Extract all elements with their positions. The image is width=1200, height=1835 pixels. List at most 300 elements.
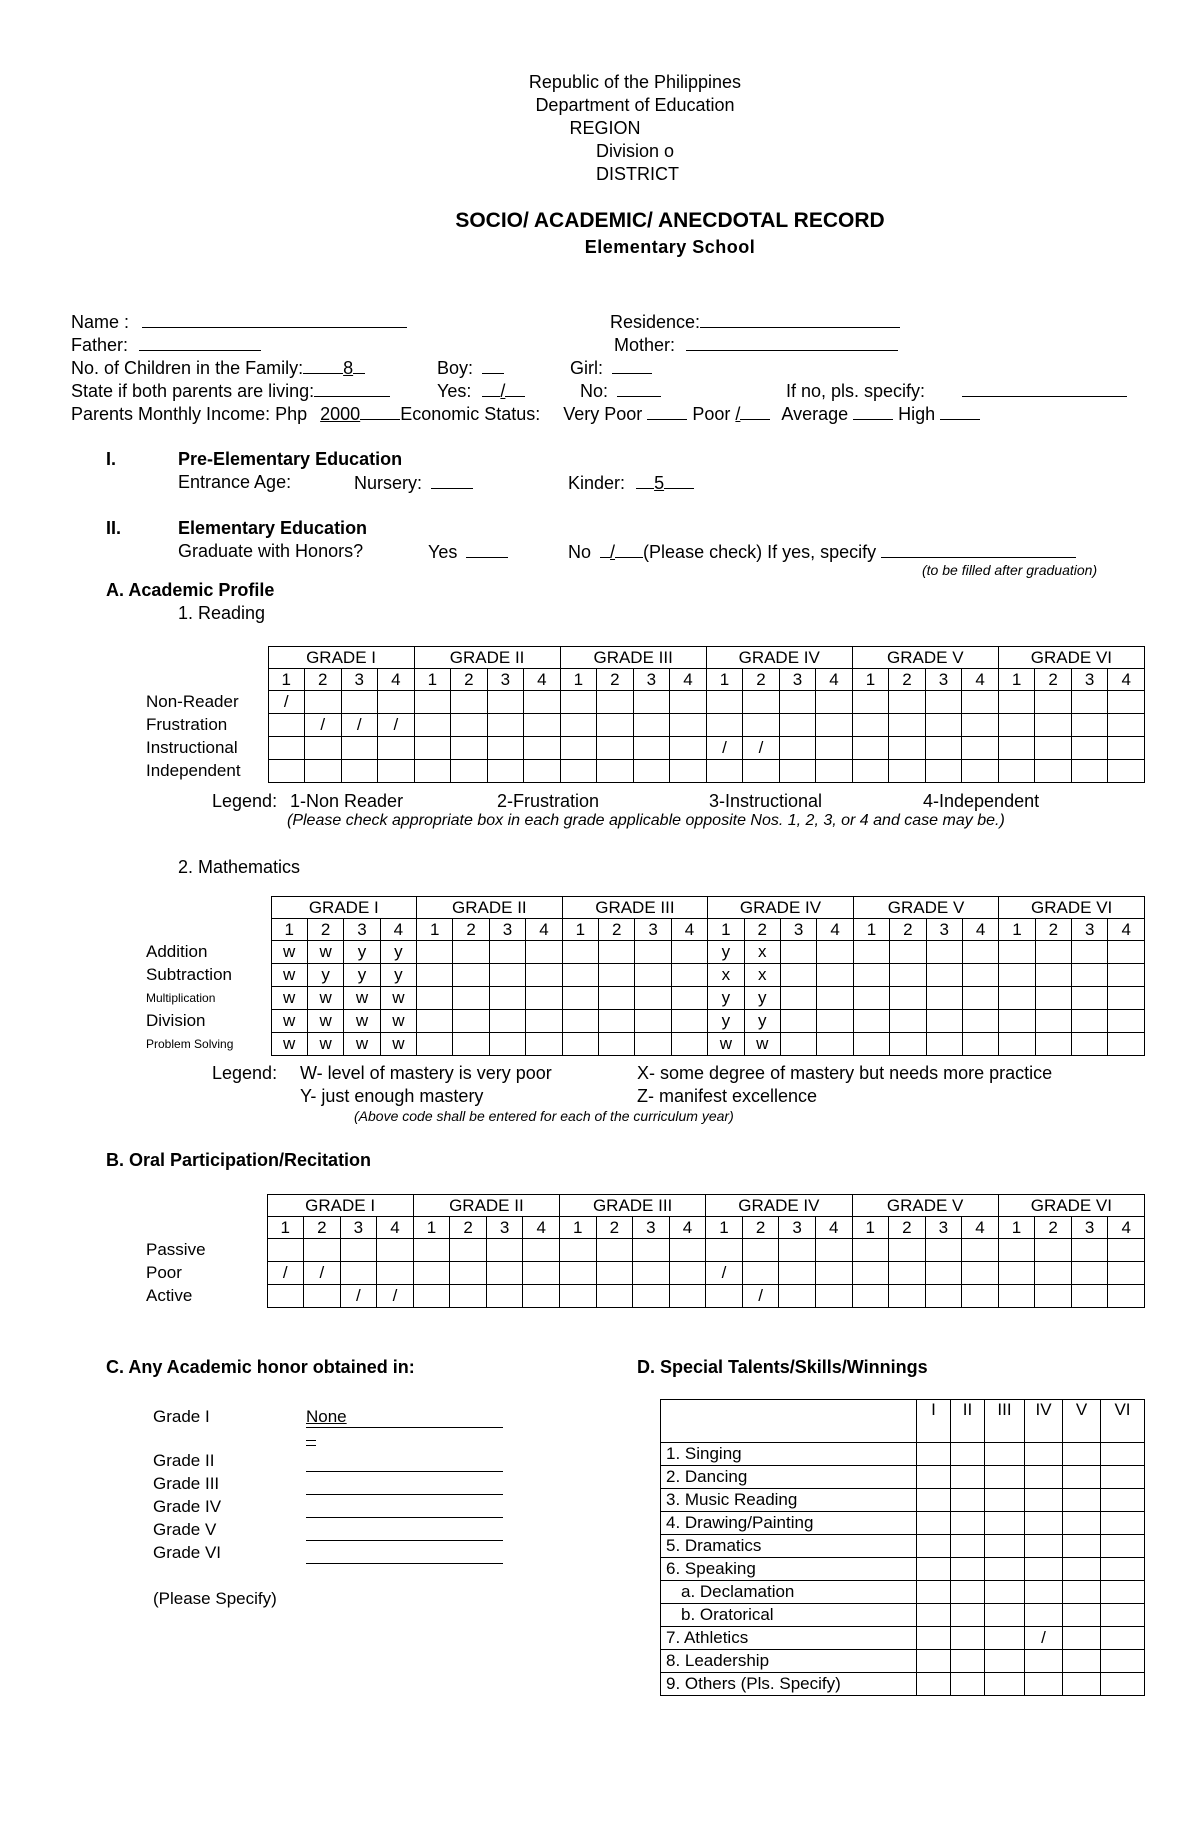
reading-cell[interactable] — [414, 760, 451, 783]
oral-cell[interactable]: / — [304, 1262, 341, 1285]
math-cell[interactable] — [526, 941, 562, 964]
math-cell[interactable]: w — [307, 1033, 343, 1056]
oral-cell[interactable] — [1071, 1262, 1108, 1285]
math-cell[interactable]: w — [708, 1033, 744, 1056]
math-cell[interactable]: y — [708, 941, 744, 964]
reading-cell[interactable] — [341, 737, 378, 760]
talent-cell[interactable] — [985, 1466, 1025, 1489]
math-cell[interactable]: x — [708, 964, 744, 987]
math-cell[interactable] — [890, 941, 926, 964]
reading-cell[interactable] — [560, 760, 597, 783]
talent-cell[interactable] — [951, 1535, 985, 1558]
math-cell[interactable] — [1108, 941, 1145, 964]
talent-cell[interactable] — [1101, 1466, 1145, 1489]
oral-cell[interactable] — [450, 1285, 487, 1308]
reading-cell[interactable]: / — [743, 737, 780, 760]
reading-cell[interactable] — [487, 691, 524, 714]
reading-cell[interactable] — [670, 691, 707, 714]
math-cell[interactable]: w — [271, 1010, 307, 1033]
math-cell[interactable] — [453, 941, 489, 964]
oral-cell[interactable]: / — [742, 1285, 779, 1308]
reading-cell[interactable] — [1071, 691, 1108, 714]
nursery-field[interactable] — [354, 472, 473, 494]
honor-grade-blank[interactable] — [306, 1520, 503, 1541]
honor-grade-blank[interactable] — [306, 1497, 503, 1518]
reading-cell[interactable] — [998, 737, 1035, 760]
reading-cell[interactable] — [706, 714, 743, 737]
talent-cell[interactable] — [985, 1604, 1025, 1627]
math-cell[interactable] — [562, 941, 598, 964]
income-field[interactable] — [71, 403, 980, 425]
reading-cell[interactable]: / — [305, 714, 342, 737]
oral-cell[interactable] — [925, 1239, 962, 1262]
talent-cell[interactable] — [917, 1512, 951, 1535]
talent-cell[interactable] — [1025, 1535, 1063, 1558]
math-cell[interactable] — [1108, 1010, 1145, 1033]
math-cell[interactable] — [890, 964, 926, 987]
reading-cell[interactable] — [852, 760, 889, 783]
oral-cell[interactable] — [815, 1239, 852, 1262]
reading-cell[interactable] — [524, 737, 561, 760]
math-cell[interactable] — [599, 964, 635, 987]
math-cell[interactable]: w — [307, 941, 343, 964]
math-cell[interactable] — [562, 1033, 598, 1056]
math-cell[interactable]: w — [380, 987, 416, 1010]
math-cell[interactable] — [853, 1033, 889, 1056]
reading-cell[interactable] — [597, 737, 634, 760]
residence-blank[interactable] — [700, 311, 900, 328]
math-cell[interactable]: y — [380, 964, 416, 987]
oral-cell[interactable] — [560, 1239, 597, 1262]
oral-cell[interactable] — [486, 1262, 523, 1285]
oral-cell[interactable] — [706, 1285, 743, 1308]
oral-cell[interactable] — [596, 1285, 633, 1308]
talent-cell[interactable] — [917, 1581, 951, 1604]
oral-cell[interactable] — [925, 1262, 962, 1285]
oral-cell[interactable] — [1035, 1285, 1072, 1308]
talent-cell[interactable] — [985, 1535, 1025, 1558]
math-cell[interactable] — [780, 1033, 816, 1056]
reading-cell[interactable] — [1035, 760, 1072, 783]
oral-cell[interactable] — [413, 1285, 450, 1308]
math-cell[interactable]: x — [744, 941, 780, 964]
oral-cell[interactable] — [413, 1239, 450, 1262]
oral-cell[interactable] — [304, 1239, 341, 1262]
math-cell[interactable] — [926, 941, 962, 964]
reading-cell[interactable] — [889, 714, 926, 737]
math-cell[interactable]: w — [271, 1033, 307, 1056]
reading-cell[interactable] — [852, 691, 889, 714]
math-cell[interactable] — [417, 1033, 453, 1056]
talent-cell[interactable] — [1101, 1535, 1145, 1558]
honor-grade-blank[interactable] — [306, 1543, 503, 1564]
reading-cell[interactable] — [1071, 760, 1108, 783]
math-cell[interactable] — [853, 941, 889, 964]
math-cell[interactable] — [417, 1010, 453, 1033]
math-cell[interactable] — [999, 964, 1035, 987]
math-cell[interactable] — [999, 987, 1035, 1010]
math-cell[interactable] — [817, 964, 853, 987]
reading-cell[interactable] — [487, 760, 524, 783]
reading-cell[interactable] — [779, 691, 816, 714]
math-cell[interactable] — [1108, 987, 1145, 1010]
math-cell[interactable] — [453, 987, 489, 1010]
math-cell[interactable]: y — [344, 964, 380, 987]
math-cell[interactable] — [962, 1033, 998, 1056]
name-field[interactable] — [71, 311, 407, 333]
talent-cell[interactable] — [1063, 1581, 1101, 1604]
oral-cell[interactable] — [962, 1285, 999, 1308]
talent-cell[interactable] — [1025, 1558, 1063, 1581]
oral-cell[interactable] — [852, 1262, 889, 1285]
reading-cell[interactable] — [889, 691, 926, 714]
reading-cell[interactable] — [1108, 691, 1145, 714]
math-cell[interactable] — [999, 1033, 1035, 1056]
math-cell[interactable] — [1072, 941, 1108, 964]
talent-cell[interactable] — [1101, 1627, 1145, 1650]
talent-cell[interactable] — [1063, 1466, 1101, 1489]
oral-cell[interactable] — [340, 1239, 377, 1262]
math-cell[interactable] — [635, 1033, 671, 1056]
reading-cell[interactable] — [962, 691, 999, 714]
reading-cell[interactable] — [816, 737, 853, 760]
math-cell[interactable] — [1072, 1033, 1108, 1056]
talent-cell[interactable] — [1063, 1650, 1101, 1673]
reading-cell[interactable] — [998, 714, 1035, 737]
math-cell[interactable]: y — [744, 987, 780, 1010]
reading-cell[interactable] — [560, 737, 597, 760]
reading-cell[interactable] — [451, 760, 488, 783]
talent-cell[interactable] — [1025, 1512, 1063, 1535]
talent-cell[interactable] — [951, 1604, 985, 1627]
reading-cell[interactable] — [852, 714, 889, 737]
reading-cell[interactable] — [670, 760, 707, 783]
talent-cell[interactable] — [1025, 1650, 1063, 1673]
talent-cell[interactable] — [985, 1512, 1025, 1535]
honors-no-field[interactable] — [568, 541, 1076, 563]
math-cell[interactable] — [526, 1010, 562, 1033]
math-cell[interactable] — [453, 964, 489, 987]
talent-cell[interactable] — [1025, 1604, 1063, 1627]
oral-cell[interactable] — [998, 1285, 1035, 1308]
talent-cell[interactable] — [1063, 1443, 1101, 1466]
oral-cell[interactable] — [450, 1239, 487, 1262]
reading-cell[interactable] — [816, 760, 853, 783]
talent-cell[interactable] — [1101, 1443, 1145, 1466]
math-cell[interactable] — [489, 1010, 525, 1033]
oral-cell[interactable] — [706, 1239, 743, 1262]
math-cell[interactable] — [671, 964, 707, 987]
oral-cell[interactable] — [962, 1239, 999, 1262]
talent-cell[interactable] — [917, 1650, 951, 1673]
reading-cell[interactable] — [305, 691, 342, 714]
reading-cell[interactable] — [341, 760, 378, 783]
oral-cell[interactable] — [779, 1239, 816, 1262]
talent-cell[interactable] — [1025, 1443, 1063, 1466]
math-cell[interactable]: w — [744, 1033, 780, 1056]
math-cell[interactable]: w — [380, 1010, 416, 1033]
math-cell[interactable]: w — [271, 964, 307, 987]
talent-cell[interactable] — [951, 1673, 985, 1696]
oral-cell[interactable] — [304, 1285, 341, 1308]
math-cell[interactable] — [817, 1010, 853, 1033]
oral-cell[interactable] — [377, 1239, 414, 1262]
oral-cell[interactable] — [852, 1285, 889, 1308]
reading-cell[interactable] — [305, 737, 342, 760]
oral-cell[interactable]: / — [377, 1285, 414, 1308]
reading-cell[interactable] — [268, 737, 305, 760]
math-cell[interactable] — [853, 1010, 889, 1033]
talent-cell[interactable] — [1101, 1558, 1145, 1581]
reading-cell[interactable] — [597, 760, 634, 783]
math-cell[interactable] — [1035, 1033, 1071, 1056]
reading-cell[interactable] — [305, 760, 342, 783]
math-cell[interactable] — [853, 964, 889, 987]
reading-cell[interactable] — [1071, 737, 1108, 760]
math-cell[interactable] — [780, 987, 816, 1010]
math-cell[interactable]: w — [271, 987, 307, 1010]
reading-cell[interactable] — [560, 691, 597, 714]
reading-cell[interactable] — [889, 760, 926, 783]
oral-cell[interactable] — [1108, 1262, 1145, 1285]
talent-cell[interactable] — [1025, 1581, 1063, 1604]
oral-cell[interactable]: / — [267, 1262, 304, 1285]
math-cell[interactable]: y — [744, 1010, 780, 1033]
oral-cell[interactable] — [742, 1239, 779, 1262]
father-field[interactable] — [71, 334, 261, 356]
math-cell[interactable] — [1072, 1010, 1108, 1033]
math-cell[interactable] — [417, 987, 453, 1010]
reading-cell[interactable] — [451, 714, 488, 737]
math-cell[interactable] — [926, 1033, 962, 1056]
reading-cell[interactable] — [560, 714, 597, 737]
oral-cell[interactable] — [998, 1262, 1035, 1285]
oral-cell[interactable] — [377, 1262, 414, 1285]
reading-cell[interactable] — [743, 760, 780, 783]
mother-blank[interactable] — [686, 334, 898, 351]
if-no-field[interactable] — [786, 380, 1127, 402]
reading-cell[interactable] — [925, 760, 962, 783]
math-cell[interactable] — [671, 987, 707, 1010]
math-cell[interactable] — [890, 1033, 926, 1056]
math-cell[interactable] — [962, 1010, 998, 1033]
talent-cell[interactable] — [1101, 1604, 1145, 1627]
talent-cell[interactable] — [985, 1443, 1025, 1466]
reading-cell[interactable] — [378, 691, 415, 714]
reading-cell[interactable] — [962, 737, 999, 760]
talent-cell[interactable] — [985, 1489, 1025, 1512]
math-cell[interactable] — [780, 941, 816, 964]
math-cell[interactable]: y — [380, 941, 416, 964]
reading-cell[interactable] — [451, 691, 488, 714]
math-cell[interactable] — [599, 941, 635, 964]
oral-cell[interactable] — [669, 1285, 706, 1308]
math-cell[interactable] — [817, 941, 853, 964]
talent-cell[interactable] — [917, 1535, 951, 1558]
talent-cell[interactable] — [1063, 1535, 1101, 1558]
oral-cell[interactable] — [560, 1285, 597, 1308]
math-cell[interactable] — [453, 1033, 489, 1056]
oral-cell[interactable] — [889, 1239, 926, 1262]
oral-cell[interactable] — [998, 1239, 1035, 1262]
math-cell[interactable]: x — [744, 964, 780, 987]
math-cell[interactable]: w — [380, 1033, 416, 1056]
math-cell[interactable] — [635, 941, 671, 964]
math-cell[interactable] — [1035, 987, 1071, 1010]
talent-cell[interactable] — [1101, 1673, 1145, 1696]
boy-field[interactable] — [437, 357, 504, 379]
oral-cell[interactable] — [486, 1239, 523, 1262]
oral-cell[interactable] — [450, 1262, 487, 1285]
talent-cell[interactable] — [917, 1558, 951, 1581]
reading-cell[interactable] — [889, 737, 926, 760]
math-cell[interactable] — [526, 964, 562, 987]
children-field[interactable] — [71, 357, 365, 379]
reading-cell[interactable] — [706, 691, 743, 714]
math-cell[interactable] — [526, 987, 562, 1010]
math-cell[interactable] — [926, 987, 962, 1010]
talent-cell[interactable] — [1025, 1489, 1063, 1512]
reading-cell[interactable] — [378, 760, 415, 783]
reading-cell[interactable] — [1108, 737, 1145, 760]
reading-cell[interactable]: / — [341, 714, 378, 737]
oral-cell[interactable] — [742, 1262, 779, 1285]
reading-cell[interactable] — [925, 737, 962, 760]
reading-cell[interactable] — [1035, 691, 1072, 714]
reading-cell[interactable] — [1071, 714, 1108, 737]
reading-cell[interactable] — [779, 714, 816, 737]
oral-cell[interactable] — [560, 1262, 597, 1285]
math-cell[interactable]: w — [307, 1010, 343, 1033]
oral-cell[interactable] — [486, 1285, 523, 1308]
oral-cell[interactable] — [852, 1239, 889, 1262]
talent-cell[interactable]: / — [1025, 1627, 1063, 1650]
math-cell[interactable] — [489, 1033, 525, 1056]
math-cell[interactable] — [890, 987, 926, 1010]
reading-cell[interactable] — [1035, 714, 1072, 737]
reading-cell[interactable] — [341, 691, 378, 714]
math-cell[interactable] — [1035, 941, 1071, 964]
parents-no-field[interactable] — [580, 380, 661, 402]
talent-cell[interactable] — [1101, 1489, 1145, 1512]
reading-cell[interactable] — [670, 737, 707, 760]
oral-cell[interactable] — [1071, 1285, 1108, 1308]
reading-cell[interactable]: / — [268, 691, 305, 714]
oral-cell[interactable] — [1108, 1239, 1145, 1262]
talent-cell[interactable] — [985, 1558, 1025, 1581]
reading-cell[interactable] — [962, 760, 999, 783]
talent-cell[interactable] — [985, 1627, 1025, 1650]
reading-cell[interactable] — [962, 714, 999, 737]
oral-cell[interactable] — [669, 1262, 706, 1285]
oral-cell[interactable] — [779, 1285, 816, 1308]
math-cell[interactable] — [999, 941, 1035, 964]
reading-cell[interactable] — [633, 691, 670, 714]
math-cell[interactable]: y — [307, 964, 343, 987]
math-cell[interactable] — [635, 964, 671, 987]
math-cell[interactable] — [635, 987, 671, 1010]
oral-cell[interactable] — [523, 1262, 560, 1285]
reading-cell[interactable] — [706, 760, 743, 783]
reading-cell[interactable] — [925, 691, 962, 714]
math-cell[interactable] — [671, 941, 707, 964]
talent-cell[interactable] — [985, 1650, 1025, 1673]
reading-cell[interactable] — [633, 714, 670, 737]
math-cell[interactable] — [489, 964, 525, 987]
math-cell[interactable]: y — [344, 941, 380, 964]
oral-cell[interactable] — [1108, 1285, 1145, 1308]
boy-blank[interactable] — [482, 357, 504, 374]
talent-cell[interactable] — [951, 1627, 985, 1650]
oral-cell[interactable] — [669, 1239, 706, 1262]
reading-cell[interactable] — [487, 737, 524, 760]
oral-cell[interactable] — [596, 1262, 633, 1285]
talent-cell[interactable] — [917, 1604, 951, 1627]
math-cell[interactable] — [817, 1033, 853, 1056]
oral-cell[interactable] — [523, 1239, 560, 1262]
math-cell[interactable] — [489, 987, 525, 1010]
talent-cell[interactable] — [1063, 1673, 1101, 1696]
reading-cell[interactable] — [816, 691, 853, 714]
reading-cell[interactable] — [268, 714, 305, 737]
reading-cell[interactable]: / — [706, 737, 743, 760]
reading-cell[interactable] — [597, 714, 634, 737]
oral-cell[interactable] — [815, 1285, 852, 1308]
math-cell[interactable] — [999, 1010, 1035, 1033]
math-cell[interactable]: y — [708, 1010, 744, 1033]
reading-cell[interactable] — [414, 714, 451, 737]
talent-cell[interactable] — [917, 1627, 951, 1650]
parents-yes-field[interactable] — [437, 380, 525, 402]
talent-cell[interactable] — [951, 1466, 985, 1489]
math-cell[interactable] — [926, 964, 962, 987]
talent-cell[interactable] — [1063, 1489, 1101, 1512]
reading-cell[interactable] — [268, 760, 305, 783]
math-cell[interactable] — [1035, 964, 1071, 987]
oral-cell[interactable] — [1071, 1239, 1108, 1262]
math-cell[interactable] — [1072, 964, 1108, 987]
math-cell[interactable] — [890, 1010, 926, 1033]
talent-cell[interactable] — [985, 1581, 1025, 1604]
oral-cell[interactable] — [633, 1285, 670, 1308]
talent-cell[interactable] — [951, 1489, 985, 1512]
girl-blank[interactable] — [612, 357, 652, 374]
reading-cell[interactable] — [633, 737, 670, 760]
math-cell[interactable] — [853, 987, 889, 1010]
math-cell[interactable] — [417, 964, 453, 987]
math-cell[interactable] — [562, 964, 598, 987]
math-cell[interactable] — [635, 1010, 671, 1033]
math-cell[interactable] — [780, 1010, 816, 1033]
honor-grade-blank[interactable] — [306, 1474, 503, 1495]
math-cell[interactable] — [1108, 1033, 1145, 1056]
oral-cell[interactable] — [925, 1285, 962, 1308]
reading-cell[interactable] — [925, 714, 962, 737]
reading-cell[interactable] — [743, 714, 780, 737]
talent-cell[interactable] — [917, 1443, 951, 1466]
oral-cell[interactable] — [815, 1262, 852, 1285]
oral-cell[interactable]: / — [706, 1262, 743, 1285]
talent-cell[interactable] — [917, 1489, 951, 1512]
math-cell[interactable] — [599, 1033, 635, 1056]
reading-cell[interactable] — [378, 737, 415, 760]
kinder-field[interactable] — [568, 472, 694, 494]
reading-cell[interactable] — [633, 760, 670, 783]
math-cell[interactable] — [962, 941, 998, 964]
math-cell[interactable]: w — [344, 1033, 380, 1056]
math-cell[interactable] — [962, 987, 998, 1010]
math-cell[interactable] — [453, 1010, 489, 1033]
